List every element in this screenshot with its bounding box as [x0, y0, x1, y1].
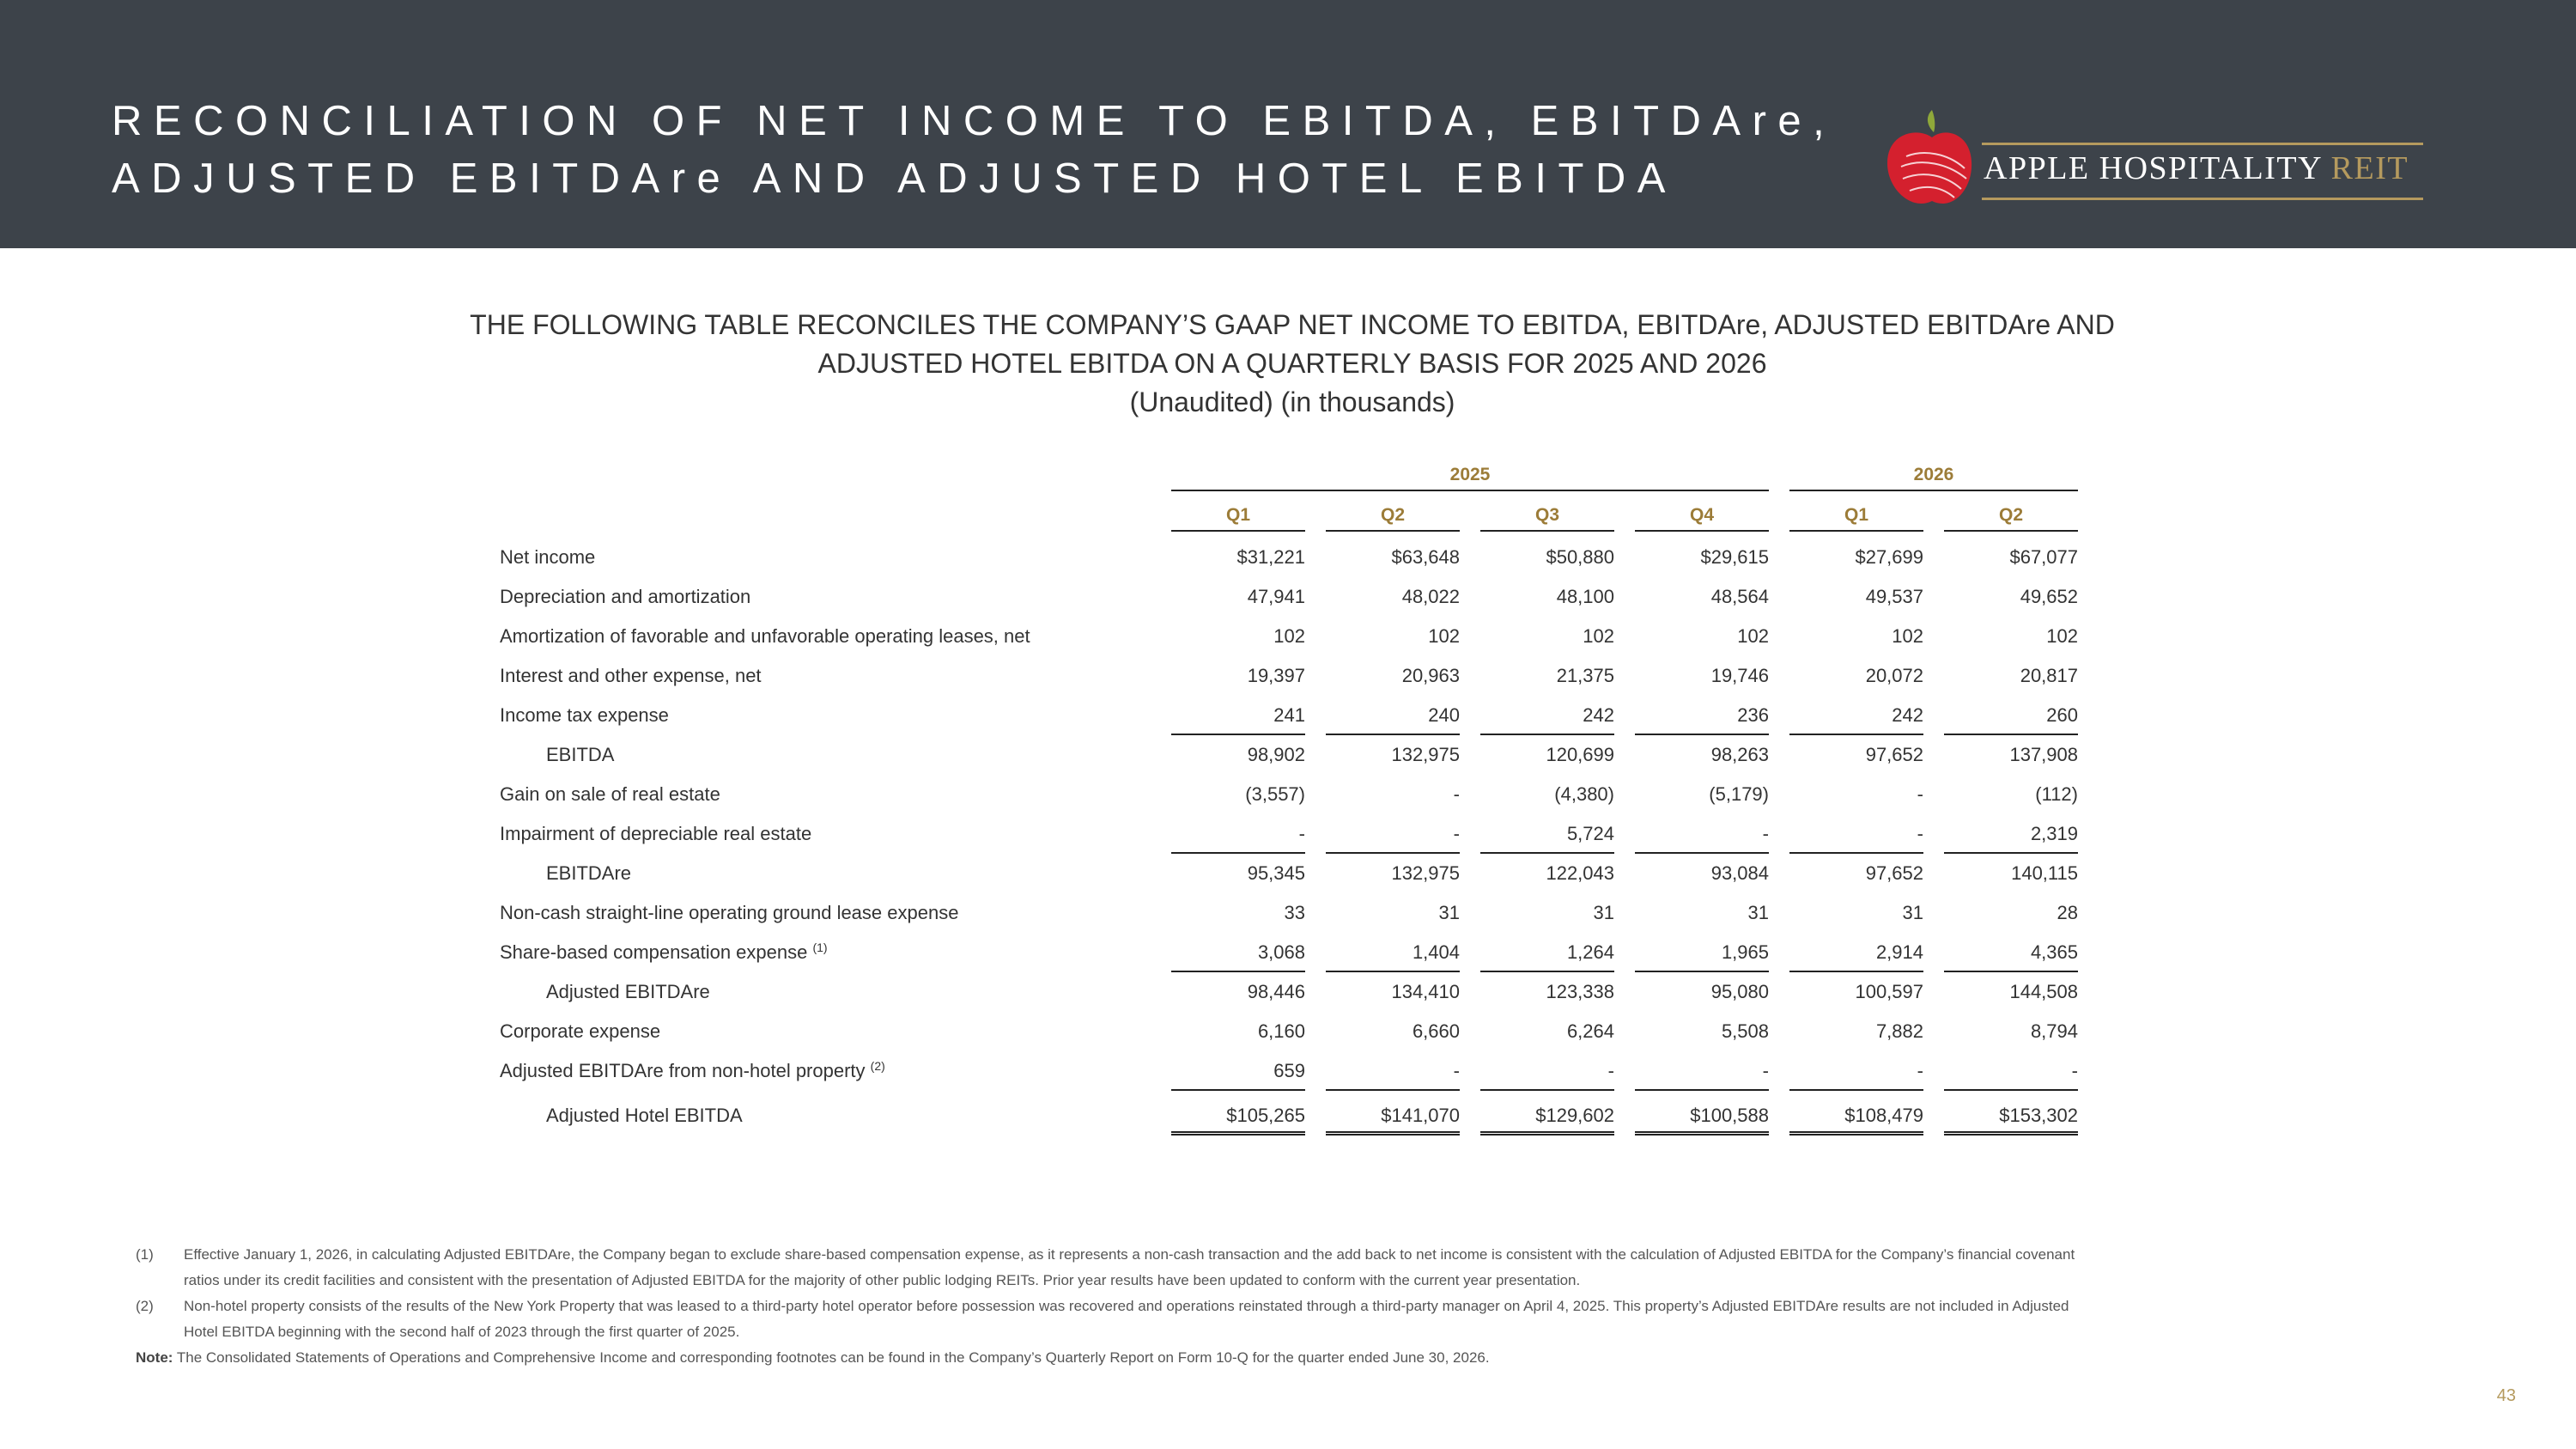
row-label-text: Adjusted Hotel EBITDA	[546, 1105, 743, 1126]
footnote-1-line-2: ratios under its credit facilities and consistent with the presentation of Adjusted EBITDA for the majority of other public lodging REITs. Prior year results have been updated to conform with the current year presentation.	[184, 1272, 1581, 1288]
table-row	[500, 1012, 2080, 1051]
table-row	[500, 814, 2080, 854]
footnote-note-label: Note:	[136, 1349, 173, 1366]
value-cell: 102	[1892, 625, 1923, 647]
quarter-header-rule	[1326, 530, 1460, 532]
value-cell: 98,446	[1247, 981, 1305, 1002]
value-cell: 19,746	[1710, 665, 1769, 686]
table-row	[500, 775, 2080, 814]
table-row	[500, 696, 2080, 735]
value-cell: 31	[1747, 902, 1769, 923]
apple-logo-icon	[1880, 105, 1984, 216]
footnote-1-marker: (1)	[136, 1246, 154, 1263]
footnote-1-line-1: Effective January 1, 2026, in calculating Adjusted EBITDAre, the Company began to exclude share-based compensation expense, as it represents a non-cash transaction and the add back to net income is consistent with the calculation of Adjusted EBITDA for the Company’s financial covenant	[184, 1246, 2075, 1263]
row-label-text: EBITDAre	[546, 862, 632, 884]
row-label	[500, 933, 828, 972]
row-label	[500, 656, 762, 696]
value-cell: 242	[1480, 696, 1614, 735]
year-header-rule	[1171, 490, 1769, 491]
row-label	[500, 893, 958, 933]
value-cell: 49,537	[1865, 586, 1923, 607]
row-label-text: Adjusted EBITDAre from non-hotel property	[500, 1060, 866, 1081]
value-cell: 3,068	[1171, 933, 1305, 972]
value-cell: 132,975	[1391, 862, 1460, 884]
value-cell: -	[1326, 814, 1460, 854]
footnote-note	[136, 1345, 2454, 1371]
value-cell: 95,345	[1247, 862, 1305, 884]
value-cell: 7,882	[1875, 1020, 1923, 1042]
value-cell: 6,160	[1257, 1020, 1305, 1042]
page-title-line-1: RECONCILIATION OF NET INCOME TO EBITDA, EBITDAre,	[112, 98, 1837, 144]
row-label-text: Non-cash straight-line operating ground lease expense	[500, 902, 959, 923]
value-cell: 5,724	[1480, 814, 1614, 854]
value-cell: -	[1789, 1051, 1923, 1091]
value-cell: $63,648	[1391, 546, 1460, 568]
value-cell: 8,794	[2030, 1020, 2078, 1042]
quarter-header: Q2	[1380, 505, 1405, 525]
value-cell: 48,022	[1401, 586, 1460, 607]
table-heading-line-2: ADJUSTED HOTEL EBITDA ON A QUARTERLY BASIS FOR 2025 AND 2026	[817, 348, 1767, 379]
value-cell: 242	[1789, 696, 1923, 735]
value-cell: 5,508	[1721, 1020, 1769, 1042]
row-label-text: Corporate expense	[500, 1020, 661, 1042]
value-cell: $129,602	[1480, 1096, 1614, 1135]
value-cell: $100,588	[1635, 1096, 1769, 1135]
value-cell: 20,072	[1865, 665, 1923, 686]
row-label	[500, 1012, 660, 1051]
quarter-header-rule	[1944, 530, 2078, 532]
value-cell: $27,699	[1855, 546, 1923, 568]
value-cell: -	[1171, 814, 1305, 854]
value-cell: (3,557)	[1245, 783, 1305, 805]
value-cell: 48,564	[1710, 586, 1769, 607]
value-cell: -	[1635, 814, 1769, 854]
value-cell: 241	[1171, 696, 1305, 735]
table-row	[500, 735, 2080, 775]
row-label-text: Depreciation and amortization	[500, 586, 751, 607]
value-cell: 123,338	[1546, 981, 1614, 1002]
value-cell: 48,100	[1556, 586, 1614, 607]
row-label	[546, 735, 614, 775]
header-banner	[0, 0, 2576, 248]
quarter-header: Q4	[1689, 505, 1714, 525]
value-cell: -	[1917, 783, 1923, 805]
value-cell: -	[1944, 1051, 2078, 1091]
table-row	[500, 1096, 2080, 1135]
value-cell: 134,410	[1391, 981, 1460, 1002]
logo-rule-bottom	[1982, 198, 2423, 200]
value-cell: 31	[1593, 902, 1614, 923]
table-row	[500, 656, 2080, 696]
value-cell: 20,963	[1401, 665, 1460, 686]
row-label	[546, 854, 631, 893]
value-cell: 31	[1902, 902, 1923, 923]
row-label-text: Share-based compensation expense	[500, 941, 808, 963]
table-row	[500, 933, 2080, 972]
row-label-text: Impairment of depreciable real estate	[500, 823, 812, 844]
row-label	[500, 538, 595, 577]
value-cell: (5,179)	[1709, 783, 1769, 805]
value-cell: 4,365	[1944, 933, 2078, 972]
value-cell: 97,652	[1865, 744, 1923, 765]
value-cell: 120,699	[1546, 744, 1614, 765]
quarter-header: Q2	[1998, 505, 2023, 525]
value-cell: 102	[1583, 625, 1614, 647]
value-cell: 137,908	[2009, 744, 2078, 765]
page-title	[112, 93, 1836, 208]
footnote-2-line-1: Non-hotel property consists of the results of the New York Property that was leased to a third-party hotel operator before possession was recovered and operations reinstated through a third-party manager on April 4, 2025. This property’s Adjusted EBITDAre results are not included in Adjusted	[184, 1298, 2069, 1314]
quarter-header: Q1	[1225, 505, 1250, 525]
logo-wordmark-main: APPLE HOSPITALITY	[1984, 150, 2322, 186]
footnote-1	[136, 1242, 2454, 1294]
value-cell: 102	[2046, 625, 2078, 647]
value-cell: 1,404	[1326, 933, 1460, 972]
quarter-header-rule	[1480, 530, 1614, 532]
row-label-text: Amortization of favorable and unfavorable operating leases, net	[500, 625, 1030, 647]
value-cell: 1,965	[1635, 933, 1769, 972]
year-header: 2026	[1913, 465, 1954, 484]
value-cell: -	[1635, 1051, 1769, 1091]
value-cell: 140,115	[2011, 862, 2078, 884]
value-cell: 102	[1273, 625, 1305, 647]
table-heading-units: (Unaudited) (in thousands)	[1129, 387, 1455, 417]
logo-rule-top	[1982, 143, 2423, 145]
company-logo	[1880, 105, 2430, 216]
year-header: 2025	[1449, 465, 1491, 484]
footnote-note-text: The Consolidated Statements of Operations and Comprehensive Income and corresponding footnotes can be found in the Company’s Quarterly Report on Form 10-Q for the quarter ended June 30, 2026.	[176, 1349, 1490, 1366]
row-label-text: EBITDA	[546, 744, 615, 765]
row-label	[500, 577, 750, 617]
row-label	[546, 1096, 743, 1135]
value-cell: 260	[1944, 696, 2078, 735]
row-label	[500, 814, 811, 854]
row-label-text: Gain on sale of real estate	[500, 783, 720, 805]
quarter-header: Q1	[1844, 505, 1868, 525]
value-cell: (4,380)	[1554, 783, 1614, 805]
row-label	[500, 617, 1030, 656]
value-cell: $67,077	[2009, 546, 2078, 568]
row-label	[546, 972, 710, 1012]
value-cell: $50,880	[1546, 546, 1614, 568]
row-label	[500, 696, 669, 735]
value-cell: 132,975	[1391, 744, 1460, 765]
row-label-text: Interest and other expense, net	[500, 665, 762, 686]
footnote-reference: (2)	[870, 1059, 885, 1073]
value-cell: 102	[1737, 625, 1769, 647]
value-cell: -	[1453, 783, 1460, 805]
value-cell: 144,508	[2009, 981, 2078, 1002]
value-cell: $31,221	[1236, 546, 1305, 568]
value-cell: 49,652	[2020, 586, 2078, 607]
table-row	[500, 1051, 2080, 1091]
value-cell: 95,080	[1710, 981, 1769, 1002]
value-cell: 98,263	[1710, 744, 1769, 765]
value-cell: 1,264	[1480, 933, 1614, 972]
value-cell: 122,043	[1546, 862, 1614, 884]
row-label-text: Adjusted EBITDAre	[546, 981, 710, 1002]
value-cell: 2,914	[1789, 933, 1923, 972]
value-cell: $108,479	[1789, 1096, 1923, 1135]
table-heading	[343, 306, 2241, 422]
table-row	[500, 617, 2080, 656]
value-cell: 102	[1428, 625, 1460, 647]
value-cell: -	[1326, 1051, 1460, 1091]
logo-wordmark-accent: REIT	[2330, 150, 2409, 186]
value-cell: 28	[2057, 902, 2078, 923]
row-label	[500, 1051, 885, 1091]
row-label-text: Net income	[500, 546, 596, 568]
table-row	[500, 577, 2080, 617]
quarter-header: Q3	[1534, 505, 1559, 525]
value-cell: 659	[1171, 1051, 1305, 1091]
footnote-2	[136, 1294, 2454, 1345]
value-cell: 236	[1635, 696, 1769, 735]
value-cell: 100,597	[1855, 981, 1923, 1002]
year-header-rule	[1789, 490, 2078, 491]
value-cell: 20,817	[2020, 665, 2078, 686]
quarter-header-rule	[1171, 530, 1305, 532]
table-row	[500, 972, 2080, 1012]
footnote-2-line-2: Hotel EBITDA beginning with the second half of 2023 through the first quarter of 2025.	[184, 1324, 740, 1340]
value-cell: (112)	[2035, 783, 2078, 805]
footnotes	[136, 1242, 2454, 1371]
value-cell: 6,264	[1566, 1020, 1614, 1042]
value-cell: 21,375	[1556, 665, 1614, 686]
logo-wordmark	[1984, 149, 2409, 187]
value-cell: 98,902	[1247, 744, 1305, 765]
page-number: 43	[2496, 1386, 2516, 1405]
table-heading-line-1: THE FOLLOWING TABLE RECONCILES THE COMPANY’S GAAP NET INCOME TO EBITDA, EBITDAre, ADJUSTED EBITDAre AND	[470, 309, 2115, 340]
value-cell: 47,941	[1247, 586, 1305, 607]
value-cell: $29,615	[1700, 546, 1769, 568]
table-row	[500, 538, 2080, 577]
table-row	[500, 893, 2080, 933]
value-cell: -	[1789, 814, 1923, 854]
value-cell: $141,070	[1326, 1096, 1460, 1135]
value-cell: 6,660	[1412, 1020, 1460, 1042]
value-cell: 31	[1438, 902, 1460, 923]
value-cell: $105,265	[1171, 1096, 1305, 1135]
quarter-header-rule	[1635, 530, 1769, 532]
value-cell: -	[1480, 1051, 1614, 1091]
value-cell: 93,084	[1710, 862, 1769, 884]
row-label	[500, 775, 720, 814]
footnote-reference: (1)	[812, 941, 828, 954]
row-label-text: Income tax expense	[500, 704, 669, 726]
page-title-line-2: ADJUSTED EBITDAre AND ADJUSTED HOTEL EBITDA	[112, 155, 1677, 202]
table-row	[500, 854, 2080, 893]
value-cell: 2,319	[1944, 814, 2078, 854]
value-cell: 240	[1326, 696, 1460, 735]
quarter-header-rule	[1789, 530, 1923, 532]
value-cell: 19,397	[1247, 665, 1305, 686]
value-cell: 33	[1284, 902, 1305, 923]
value-cell: $153,302	[1944, 1096, 2078, 1135]
footnote-2-marker: (2)	[136, 1298, 154, 1314]
value-cell: 97,652	[1865, 862, 1923, 884]
